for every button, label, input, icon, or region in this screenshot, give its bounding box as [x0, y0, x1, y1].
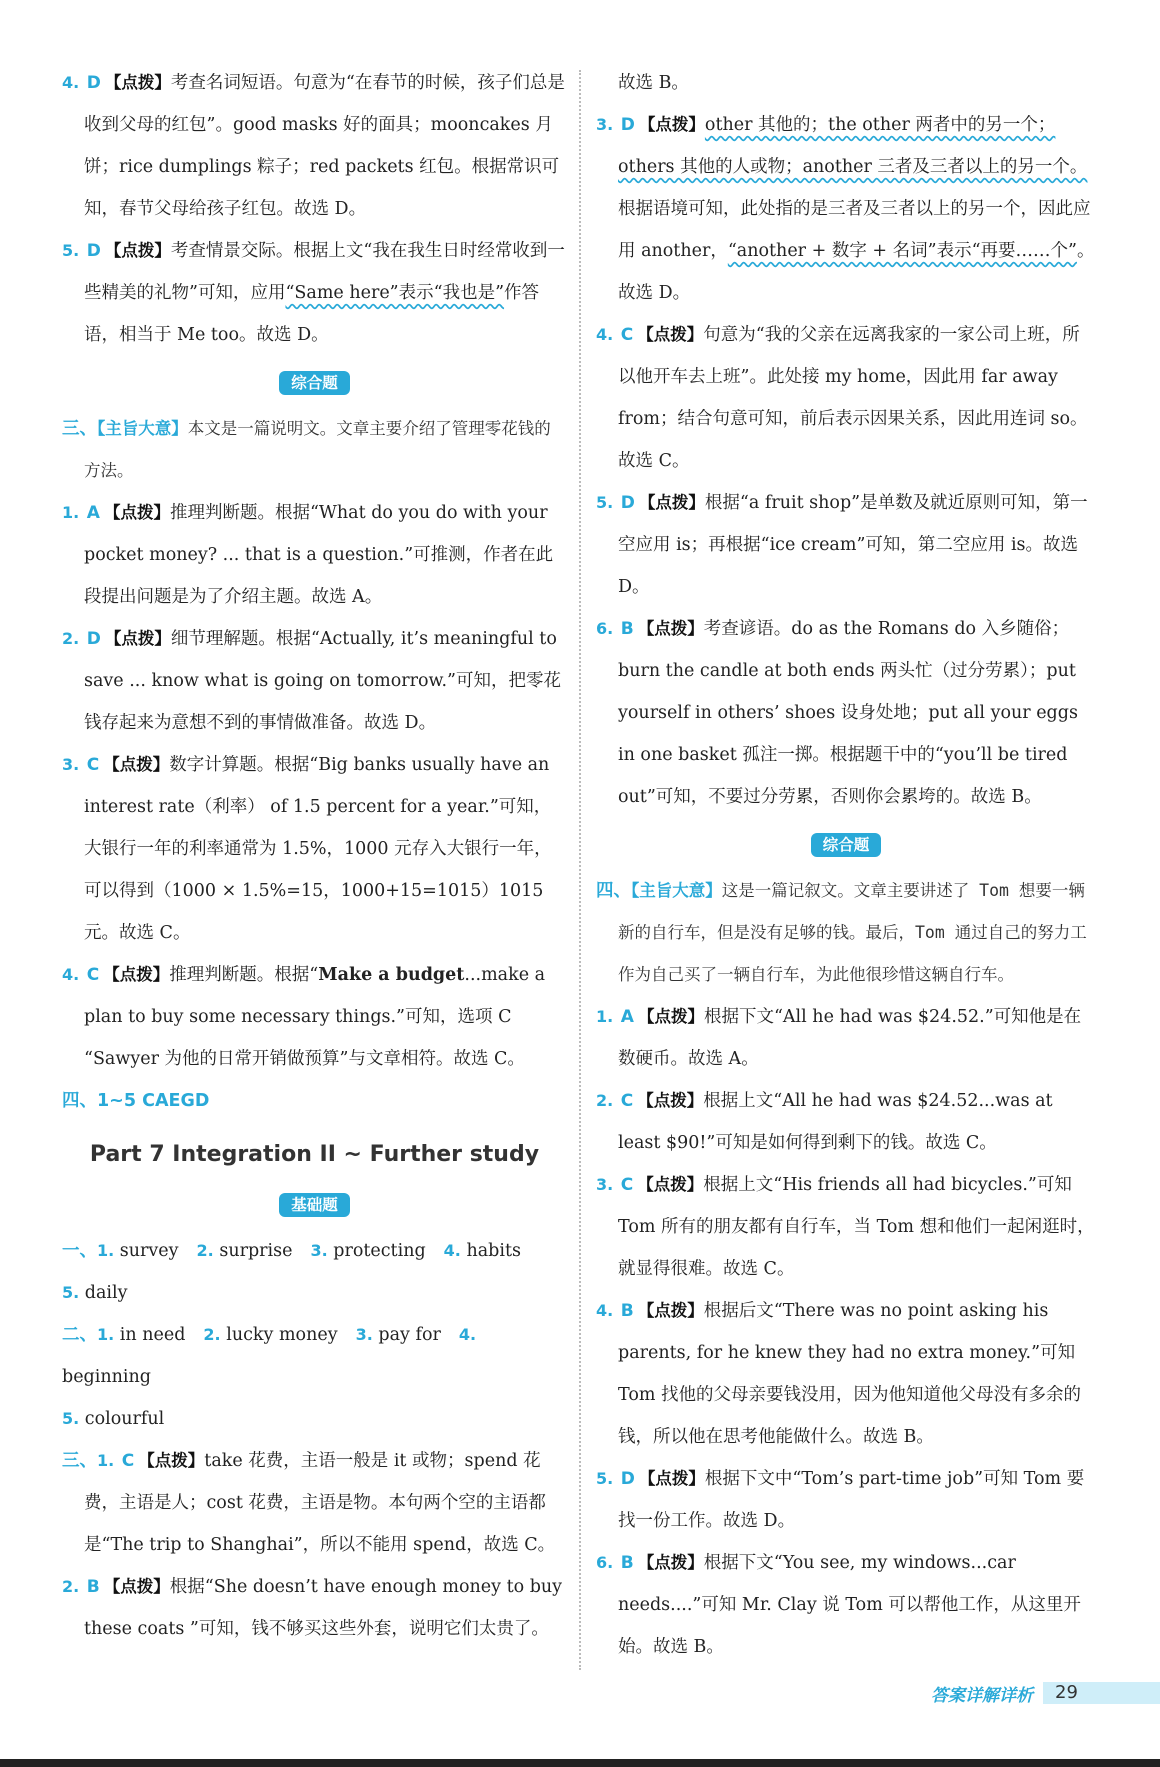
tip-tag: 【点拨】 — [138, 1451, 205, 1470]
tip-tag: 【点拨】 — [103, 503, 170, 522]
section-number: 二、 — [62, 1325, 97, 1345]
tip-tag: 【点拨】 — [637, 1553, 704, 1572]
answer-letter: B — [620, 1301, 634, 1321]
answer-key-line — [62, 1080, 567, 1122]
highlighted-text: “Same here”表示“我也是” — [285, 283, 505, 303]
vocab-answer: pay for — [378, 1325, 441, 1345]
summary-tag: 【主旨大意】 — [631, 881, 722, 900]
tip-tag: 【点拨】 — [638, 115, 705, 134]
continued-text: 故选 B。 — [618, 73, 689, 93]
answer-letter: C — [121, 1451, 135, 1471]
vocab-line — [62, 1314, 567, 1398]
answer-item — [596, 104, 1096, 314]
tip-tag: 【点拨】 — [103, 755, 170, 774]
item-number: 4. — [443, 1241, 461, 1260]
section-badge: 综合题 — [811, 833, 882, 857]
section-number: 四、 — [62, 1091, 97, 1111]
part-title: Part 7 Integration II ~ Further study — [89, 1142, 540, 1167]
explanation-text: 推理判断题。根据“ — [169, 965, 319, 985]
explanation-text: 根据下文“All he had was $24.52.”可知他是在数硬币。故选 A。 — [618, 1007, 1082, 1069]
summary-paragraph — [62, 408, 567, 492]
item-number: 1. — [62, 503, 80, 522]
tip-tag: 【点拨】 — [638, 1469, 705, 1488]
page-number: 29 — [1043, 1682, 1160, 1704]
answer-item — [596, 1542, 1096, 1668]
item-number: 3. — [596, 115, 614, 134]
tip-tag: 【点拨】 — [638, 493, 705, 512]
summary-text: 这是一篇记叙文。文章主要讲述了 Tom 想要一辆新的自行车，但是没有足够的钱。最后，Tom 通过自己的努力工作为自己买了一辆自行车，为此他很珍惜这辆自行车。 — [618, 881, 1087, 984]
answer-item — [62, 492, 567, 618]
explanation-text: 根据上文“All he had was $24.52...was at least $90!”可知是如何得到剩下的钱。故选 C。 — [618, 1091, 1053, 1153]
answer-letter: B — [86, 1577, 100, 1597]
vocab-answer: habits — [466, 1241, 521, 1261]
answer-letter: D — [620, 1469, 635, 1489]
explanation-text: 根据“She doesn’t have enough money to buy these coats ”可知，钱不够买这些外套，说明它们太贵了。 — [84, 1577, 563, 1639]
explanation-text: 推理判断题。根据“What do you do with your pocket money? ... that is a question.”可推测，作者在此段提出问题是为了介绍主题。故选 A。 — [84, 503, 554, 607]
vocab-answer: protecting — [333, 1241, 426, 1261]
item-number: 1. — [596, 1007, 614, 1026]
answer-letter: C — [620, 1175, 634, 1195]
explanation-text: 句意为“我的父亲在远离我家的一家公司上班，所以他开车去上班”。此处接 my home，因此用 far away from；结合句意可知，前后表示因果关系，因此用连词 so。故选 C。 — [618, 325, 1088, 471]
vocab-answer: in need — [119, 1325, 186, 1345]
item-number: 2. — [203, 1325, 221, 1344]
answer-letter: D — [620, 493, 635, 513]
answer-item — [62, 1566, 567, 1650]
answer-letter: B — [620, 1553, 634, 1573]
tip-tag: 【点拨】 — [637, 1091, 704, 1110]
answer-letter: D — [86, 629, 101, 649]
bottom-bar — [0, 1759, 1160, 1767]
section-number: 四、 — [596, 881, 631, 901]
explanation-text: 根据下文中“Tom’s part-time job”可知 Tom 要找一份工作。故选 D。 — [618, 1469, 1085, 1531]
item-number: 4. — [62, 73, 80, 92]
item-number: 5. — [62, 1409, 80, 1428]
explanation-text: take 花费，主语一般是 it 或物；spend 花费，主语是人；cost 花费，主语是物。本句两个空的主语都是“The trip to Shanghai”，所以不能用 spend，故选 C。 — [84, 1451, 556, 1555]
item-number: 6. — [596, 1553, 614, 1572]
tip-tag: 【点拨】 — [637, 1007, 704, 1026]
item-number: 6. — [596, 619, 614, 638]
item-number: 2. — [62, 629, 80, 648]
vocab-line — [62, 1398, 567, 1440]
explanation-text: 根据语境可知，此处指的是三者及三者以上的另一个，因此应用 another， — [618, 199, 1091, 261]
tip-tag: 【点拨】 — [104, 629, 171, 648]
explanation-text: 根据后文“There was no point asking his parents, for he knew they had no extra money.”可知 Tom 找他的父母亲要钱没用，因为他知道他父母没有多余的钱，所以他在思考他能做什么。故选 B。 — [618, 1301, 1082, 1447]
answer-item — [596, 1164, 1096, 1290]
item-number: 3. — [355, 1325, 373, 1344]
item-number: 3. — [310, 1241, 328, 1260]
answer-item — [596, 482, 1096, 608]
explanation-text: 数字计算题。根据“Big banks usually have an interest rate（利率） of 1.5 percent for a year.”可知，大银行一年的利率通常为 1.5%，1000 元存入大银行一年，可以得到（1000 × 1.5%=15，1000+15=1015）1015 元。故选 C。 — [84, 755, 552, 943]
item-number: 1. — [97, 1325, 115, 1344]
vocab-answer: surprise — [219, 1241, 293, 1261]
answer-item — [62, 1440, 567, 1566]
answer-letter: D — [620, 115, 635, 135]
vocab-answer: colourful — [84, 1409, 165, 1429]
answer-letter: D — [86, 73, 101, 93]
answer-item — [596, 314, 1096, 482]
vocab-line — [62, 1272, 567, 1314]
tip-tag: 【点拨】 — [637, 1175, 704, 1194]
tip-tag: 【点拨】 — [637, 1301, 704, 1320]
vocab-answer: lucky money — [226, 1325, 338, 1345]
summary-tag: 【主旨大意】 — [97, 419, 188, 438]
tip-tag: 【点拨】 — [637, 619, 704, 638]
section-number: 三、 — [62, 1451, 97, 1471]
answer-letter: C — [86, 965, 100, 985]
vocab-line — [62, 1230, 567, 1272]
section-number: 一、 — [62, 1241, 97, 1261]
left-column — [62, 62, 567, 1650]
answer-item — [596, 608, 1096, 818]
highlighted-text: other 其他的；the other 两者中的另一个；others 其他的人或物；another 三者及三者以上的另一个。 — [618, 115, 1088, 177]
tip-tag: 【点拨】 — [103, 1577, 170, 1596]
highlighted-text: “another + 数字 + 名词”表示“再要……个” — [727, 241, 1077, 261]
answer-letter: C — [620, 325, 634, 345]
item-number: 2. — [596, 1091, 614, 1110]
vocab-answer: beginning — [62, 1367, 151, 1387]
item-number: 4. — [458, 1325, 477, 1344]
section-badge: 基础题 — [279, 1193, 350, 1217]
item-number: 3. — [62, 755, 80, 774]
explanation-text: 根据上文“His friends all had bicycles.”可知 Tom 所有的朋友都有自行车，当 Tom 想和他们一起闲逛时，就显得很难。故选 C。 — [618, 1175, 1095, 1279]
explanation-text: 考查谚语。do as the Romans do 入乡随俗；burn the candle at both ends 两头忙（过分劳累）；put yourself in others’ shoes 设身处地；put all your eggs in one basket 孤注一掷。根据题干中的“you’ll be tired out”可知，不要过分劳累，否则你会累垮的。故选 B。 — [618, 619, 1078, 807]
item-number: 1. — [97, 1241, 115, 1260]
explanation-text: 细节理解题。根据“Actually, it’s meaningful to save ... know what is going on tomorrow.”可知，把零花钱存起来为意想不到的事情做准备。故选 D。 — [84, 629, 561, 733]
explanation-text: 考查名词短语。句意为“在春节的时候，孩子们总是收到父母的红包”。good masks 好的面具；mooncakes 月饼；rice dumplings 粽子；red packets 红包。根据常识可知，春节父母给孩子红包。故选 D。 — [84, 73, 565, 219]
answer-letter: D — [86, 241, 101, 261]
answer-item — [62, 954, 567, 1080]
answer-item — [596, 996, 1096, 1080]
tip-tag: 【点拨】 — [637, 325, 704, 344]
tip-tag: 【点拨】 — [104, 73, 171, 92]
item-number: 2. — [62, 1577, 80, 1596]
explanation-text: 考查情景交际。根据上文“我在我生日时经常收到一些精美的礼物”可知，应用 — [84, 241, 565, 303]
item-number: 4. — [62, 965, 80, 984]
explanation-text: 根据下文“You see, my windows...car needs....”可知 Mr. Clay 说 Tom 可以帮他工作，从这里开始。故选 B。 — [618, 1553, 1081, 1657]
item-number: 5. — [62, 1283, 80, 1302]
footer-title: 答案详解详析 — [931, 1685, 1033, 1706]
answer-letter: B — [620, 619, 634, 639]
item-number: 4. — [596, 325, 614, 344]
explanation-text: 根据“a fruit shop”是单数及就近原则可知，第一空应用 is；再根据“ice cream”可知，第二空应用 is。故选 D。 — [618, 493, 1088, 597]
bold-quote: Make a budget — [318, 965, 465, 985]
item-number: 5. — [596, 1469, 614, 1488]
answer-letter: A — [620, 1007, 634, 1027]
answer-letter: C — [620, 1091, 634, 1111]
item-number: 2. — [196, 1241, 214, 1260]
summary-paragraph — [596, 870, 1096, 996]
item-number: 1. — [97, 1451, 115, 1470]
answer-item — [596, 1080, 1096, 1164]
tip-tag: 【点拨】 — [104, 241, 171, 260]
tip-tag: 【点拨】 — [103, 965, 170, 984]
answer-item — [596, 1458, 1096, 1542]
section-number: 三、 — [62, 419, 97, 439]
vocab-answer: survey — [119, 1241, 179, 1261]
section-badge: 综合题 — [279, 371, 350, 395]
right-column — [596, 62, 1096, 1668]
explanation-text: ...make a plan to buy some necessary things.”可知，选项 C “Sawyer 为他的日常开销做预算”与文章相符。故选 C。 — [84, 965, 546, 1069]
answer-letter: A — [86, 503, 100, 523]
item-number: 5. — [62, 241, 80, 260]
explanation-text: 。故选 D。 — [618, 241, 1095, 303]
answer-item-4 — [62, 62, 567, 230]
answer-item — [596, 1290, 1096, 1458]
item-number: 4. — [596, 1301, 614, 1320]
answer-item — [62, 618, 567, 744]
column-divider — [579, 70, 581, 1670]
page-footer — [931, 1682, 1160, 1704]
item-number: 5. — [596, 493, 614, 512]
answer-letter: C — [86, 755, 100, 775]
summary-text: 本文是一篇说明文。文章主要介绍了管理零花钱的方法。 — [84, 419, 551, 480]
answer-key: 1~5 CAEGD — [97, 1091, 210, 1111]
answer-item-5 — [62, 230, 567, 356]
vocab-answer: daily — [84, 1283, 128, 1303]
item-number: 3. — [596, 1175, 614, 1194]
explanation-text: 作答语，相当于 Me too。故选 D。 — [84, 283, 540, 345]
answer-item — [62, 744, 567, 954]
